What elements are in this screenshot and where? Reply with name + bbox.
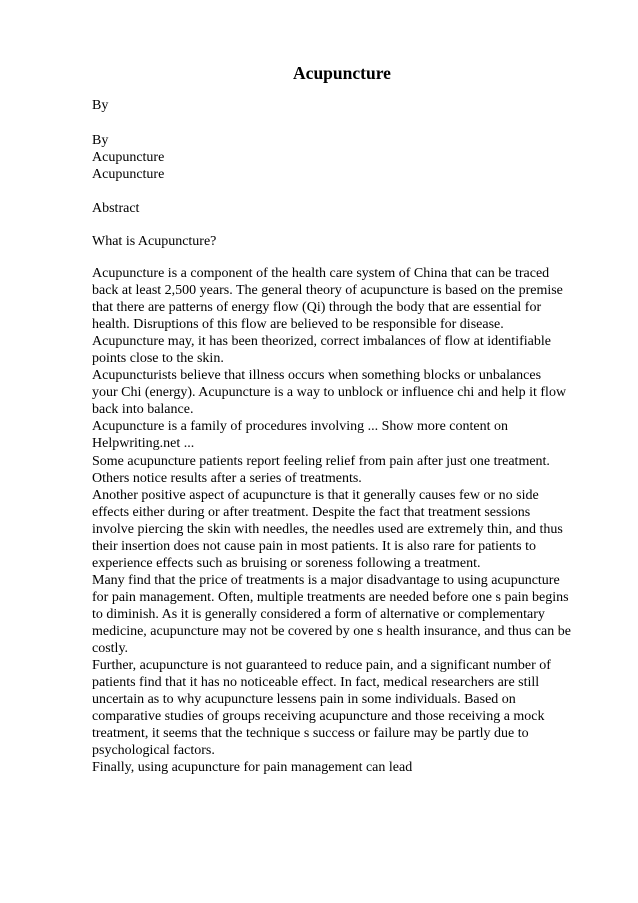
paragraph: Some acupuncture patients report feeling relief from pain after just one treatment. Others notice results after a series of treatments. (92, 453, 550, 486)
paragraph: Further, acupuncture is not guaranteed to reduce pain, and a significant number of patients find that it has no noticeable effect. In fact, medical researchers are still uncertain as to why acupuncture lessens pain in some individuals. Based on comparative studies of groups receiving acupuncture and those receiving a mock treatment, it seems that the technique s success or failure may be partly due to psychological factors. (92, 658, 551, 759)
author-line: Acupuncture (92, 150, 165, 165)
author-line-secondary: Acupuncture (92, 167, 165, 182)
abstract-label: Abstract (92, 201, 140, 216)
paragraph: Finally, using acupuncture for pain management can lead (92, 760, 413, 776)
section-heading: What is Acupuncture? (92, 234, 217, 249)
document-title: Acupuncture (293, 63, 391, 83)
paragraph: Acupuncture is a component of the health care system of China that can be traced back at least 2,500 years. The general theory of acupuncture is based on the premise that there are patterns of energy flow (Qi) through the body that are essential for health. Disruptions of this flow are believed to be responsible for disease. Acupuncture may, it has been theorized, correct imbalances of flow at identifiable points close to the skin. (92, 266, 563, 367)
paragraph: Many find that the price of treatments is a major disadvantage to using acupuncture for pain management. Often, multiple treatments are needed before one s pain begins to diminish. As it is generally considered a form of alternative or complementary medicine, acupuncture may not be covered by one s health insurance, and thus can be costly. (92, 572, 571, 657)
paragraph: Another positive aspect of acupuncture is that it generally causes few or no side effects either during or after treatment. Despite the fact that treatment sessions involve piercing the skin with needles, the needles used are extremely thin, and thus their insertion does not cause pain in most patients. It is also rare for patients to experience effects such as bruising or soreness following a treatment. (92, 487, 563, 571)
by-line-secondary: By (92, 133, 109, 148)
paragraph: Acupuncture is a family of procedures involving ... Show more content on Helpwriting.net ... (92, 419, 509, 452)
body-text (92, 265, 597, 776)
paragraph: Acupuncturists believe that illness occurs when something blocks or unbalances your Chi (energy). Acupuncture is a way to unblock or influence chi and help it flow back into balance. (92, 368, 567, 418)
by-line: By (92, 98, 109, 113)
